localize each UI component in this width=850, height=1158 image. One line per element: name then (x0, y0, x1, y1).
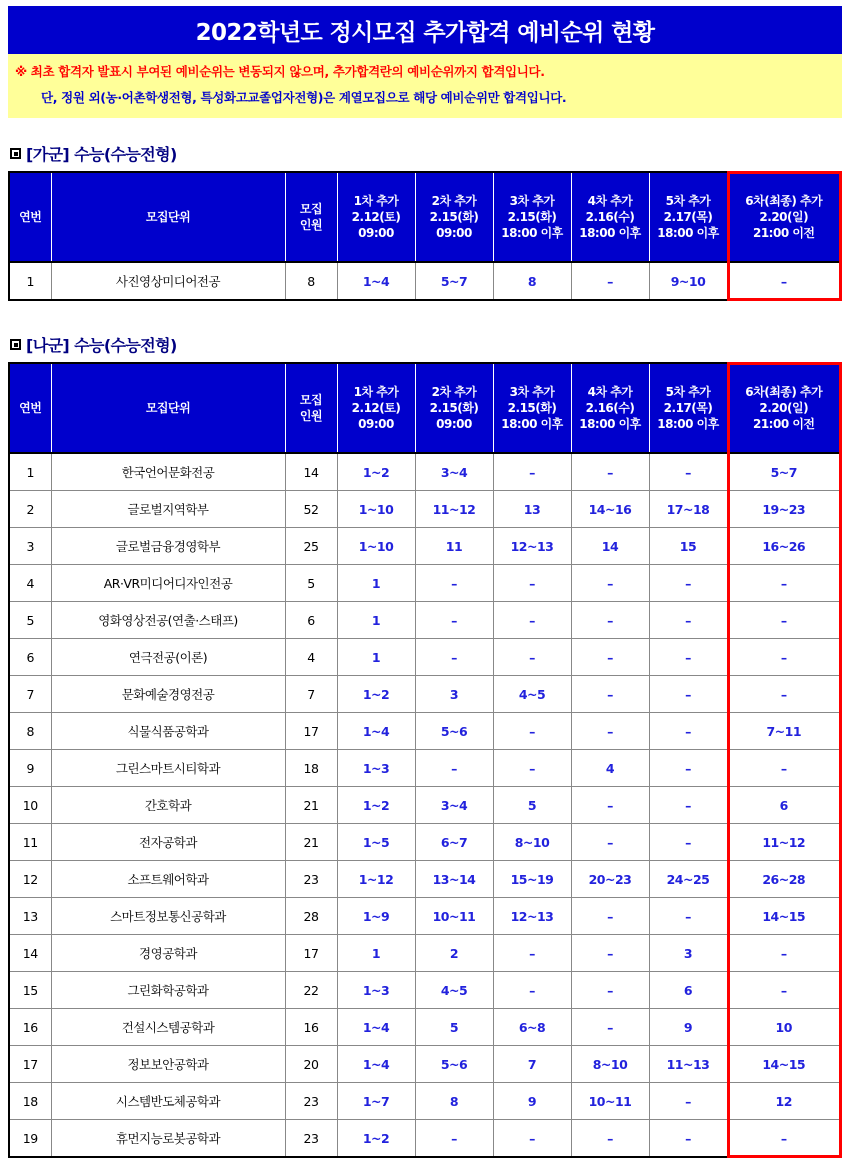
cell-capacity: 6 (285, 602, 337, 639)
cell-round-6-final: 6 (727, 787, 841, 824)
cell-round-2: 5~6 (415, 713, 493, 750)
round5-line-3: 18:00 이후 (657, 226, 719, 240)
cell-no: 2 (9, 491, 51, 528)
cell-round-5: – (649, 602, 727, 639)
cell-unit: 시스템반도체공학과 (51, 1083, 285, 1120)
cell-no: 5 (9, 602, 51, 639)
col-header-no: 연번 (9, 172, 51, 262)
cell-round-6-final: – (727, 750, 841, 787)
cell-capacity: 23 (285, 1120, 337, 1158)
square-bullet-icon (10, 339, 21, 350)
cell-round-1: 1~7 (337, 1083, 415, 1120)
cell-no: 19 (9, 1120, 51, 1158)
cell-capacity: 21 (285, 824, 337, 861)
cell-round-4: – (571, 262, 649, 300)
cell-capacity: 20 (285, 1046, 337, 1083)
round5-line-3: 18:00 이후 (657, 417, 719, 431)
col-header-round-6-final (727, 172, 841, 262)
round3-line-2: 2.15(화) (507, 210, 557, 224)
cell-round-1: 1 (337, 602, 415, 639)
cell-round-1: 1~10 (337, 491, 415, 528)
cell-round-2: 11 (415, 528, 493, 565)
round4-line-3: 18:00 이후 (579, 226, 641, 240)
cell-round-5: – (649, 453, 727, 491)
table-row (9, 713, 841, 750)
cell-round-3: – (493, 1120, 571, 1158)
cell-round-3: – (493, 602, 571, 639)
cell-round-5: – (649, 898, 727, 935)
cell-capacity: 25 (285, 528, 337, 565)
round3-line-3: 18:00 이후 (501, 226, 563, 240)
cell-unit: 한국언어문화전공 (51, 453, 285, 491)
cell-round-1: 1 (337, 935, 415, 972)
cell-round-6-final: – (727, 676, 841, 713)
cell-round-6-final: 11~12 (727, 824, 841, 861)
page-root (0, 6, 850, 1156)
notice-box (8, 54, 842, 118)
cell-round-1: 1 (337, 565, 415, 602)
cell-round-6-final: 26~28 (727, 861, 841, 898)
cell-round-1: 1~3 (337, 750, 415, 787)
cell-no: 10 (9, 787, 51, 824)
cell-round-1: 1 (337, 639, 415, 676)
cell-capacity: 18 (285, 750, 337, 787)
cell-unit: 그린스마트시티학과 (51, 750, 285, 787)
cell-round-3: 12~13 (493, 528, 571, 565)
cell-capacity: 22 (285, 972, 337, 1009)
table-header-row (9, 172, 841, 262)
cell-capacity: 17 (285, 713, 337, 750)
cell-round-5: – (649, 787, 727, 824)
cell-round-4: – (571, 602, 649, 639)
section-title-na: [나군] 수능(수능전형) (26, 336, 177, 355)
cell-capacity: 16 (285, 1009, 337, 1046)
cell-round-5: 24~25 (649, 861, 727, 898)
round4-line-1: 4차 추가 (587, 385, 633, 399)
cell-round-5: 6 (649, 972, 727, 1009)
col-header-round-6-final (727, 363, 841, 453)
cell-round-4: – (571, 824, 649, 861)
table-row (9, 750, 841, 787)
round6-line-1: 6차(최종) 추가 (745, 385, 823, 399)
cell-round-1: 1~10 (337, 528, 415, 565)
cell-round-6-final: 16~26 (727, 528, 841, 565)
cell-round-3: 13 (493, 491, 571, 528)
cell-round-4: 20~23 (571, 861, 649, 898)
cell-round-4: 14 (571, 528, 649, 565)
cell-round-5: – (649, 565, 727, 602)
round3-line-2: 2.15(화) (507, 401, 557, 415)
cell-round-2: – (415, 1120, 493, 1158)
cell-round-2: 3~4 (415, 787, 493, 824)
cell-round-6-final: – (727, 1120, 841, 1158)
table-row (9, 602, 841, 639)
cell-round-2: 10~11 (415, 898, 493, 935)
cell-round-5: – (649, 1120, 727, 1158)
admissions-table-na (8, 362, 842, 1158)
cell-round-3: 4~5 (493, 676, 571, 713)
cell-round-4: – (571, 1009, 649, 1046)
cell-round-1: 1~2 (337, 453, 415, 491)
round2-line-3: 09:00 (436, 417, 472, 431)
round6-line-2: 2.20(일) (759, 401, 809, 415)
round3-line-1: 3차 추가 (509, 385, 555, 399)
round5-line-1: 5차 추가 (665, 194, 711, 208)
cell-no: 3 (9, 528, 51, 565)
round2-line-1: 2차 추가 (431, 194, 477, 208)
cell-round-1: 1~2 (337, 676, 415, 713)
cell-round-4: – (571, 972, 649, 1009)
col-header-round-2 (415, 363, 493, 453)
round2-line-2: 2.15(화) (429, 210, 479, 224)
cell-no: 14 (9, 935, 51, 972)
cell-round-1: 1~9 (337, 898, 415, 935)
admissions-table-ga (8, 171, 842, 301)
cell-round-5: 11~13 (649, 1046, 727, 1083)
cell-round-4: – (571, 453, 649, 491)
cell-unit: 경영공학과 (51, 935, 285, 972)
cell-round-6-final: – (727, 972, 841, 1009)
cell-no: 9 (9, 750, 51, 787)
col-header-round-2 (415, 172, 493, 262)
col-header-round-3 (493, 172, 571, 262)
table-row (9, 861, 841, 898)
cell-unit: 식물식품공학과 (51, 713, 285, 750)
col-header-round-1 (337, 172, 415, 262)
cell-round-3: 6~8 (493, 1009, 571, 1046)
round1-line-1: 1차 추가 (353, 385, 399, 399)
table-row (9, 972, 841, 1009)
table-row (9, 935, 841, 972)
cell-capacity: 23 (285, 861, 337, 898)
cell-unit: 글로벌금융경영학부 (51, 528, 285, 565)
cell-capacity: 21 (285, 787, 337, 824)
cell-round-2: 3 (415, 676, 493, 713)
square-bullet-icon (10, 148, 21, 159)
cell-round-3: 8 (493, 262, 571, 300)
cell-unit: 그린화학공학과 (51, 972, 285, 1009)
cell-no: 15 (9, 972, 51, 1009)
cell-round-4: 8~10 (571, 1046, 649, 1083)
cell-round-2: – (415, 602, 493, 639)
cell-round-5: – (649, 1083, 727, 1120)
cell-round-6-final: – (727, 639, 841, 676)
round1-line-2: 2.12(토) (351, 401, 401, 415)
cell-round-6-final: 12 (727, 1083, 841, 1120)
cell-no: 1 (9, 262, 51, 300)
cell-round-3: 15~19 (493, 861, 571, 898)
col-header-unit: 모집단위 (51, 172, 285, 262)
table-wrapper-na (8, 362, 842, 1158)
cell-no: 17 (9, 1046, 51, 1083)
cell-round-3: – (493, 972, 571, 1009)
col-header-round-1 (337, 363, 415, 453)
cell-round-6-final: 5~7 (727, 453, 841, 491)
table-row (9, 528, 841, 565)
cell-round-3: 12~13 (493, 898, 571, 935)
col-header-capacity (285, 172, 337, 262)
cell-no: 16 (9, 1009, 51, 1046)
cell-round-6-final: 10 (727, 1009, 841, 1046)
cell-round-3: 8~10 (493, 824, 571, 861)
cell-round-1: 1~4 (337, 262, 415, 300)
cell-round-2: 11~12 (415, 491, 493, 528)
cell-round-1: 1~4 (337, 1009, 415, 1046)
round1-line-2: 2.12(토) (351, 210, 401, 224)
cell-round-3: – (493, 750, 571, 787)
cell-round-5: – (649, 824, 727, 861)
cell-unit: 휴먼지능로봇공학과 (51, 1120, 285, 1158)
cell-round-4: – (571, 713, 649, 750)
table-body-na (9, 453, 841, 1157)
table-row (9, 1083, 841, 1120)
section-heading-na (10, 333, 842, 356)
cell-capacity: 52 (285, 491, 337, 528)
notice-line-2: 단, 정원 외(농·어촌학생전형, 특성화고교졸업자전형)은 계열모집으로 해당 예비순위만 합격입니다. (41, 90, 567, 105)
cell-round-6-final: 7~11 (727, 713, 841, 750)
cell-round-3: 7 (493, 1046, 571, 1083)
cell-no: 8 (9, 713, 51, 750)
cell-no: 4 (9, 565, 51, 602)
table-wrapper-ga (8, 171, 842, 301)
cell-round-1: 1~12 (337, 861, 415, 898)
cell-unit: AR·VR미디어디자인전공 (51, 565, 285, 602)
round3-line-1: 3차 추가 (509, 194, 555, 208)
cell-round-5: – (649, 750, 727, 787)
cell-capacity: 14 (285, 453, 337, 491)
round5-line-1: 5차 추가 (665, 385, 711, 399)
cell-round-5: 17~18 (649, 491, 727, 528)
round1-line-3: 09:00 (358, 417, 394, 431)
cell-round-4: – (571, 565, 649, 602)
round6-line-1: 6차(최종) 추가 (745, 194, 823, 208)
cell-round-3: – (493, 565, 571, 602)
round5-line-2: 2.17(목) (663, 401, 713, 415)
cell-round-4: – (571, 1120, 649, 1158)
table-row (9, 639, 841, 676)
col-header-round-4 (571, 172, 649, 262)
cell-round-3: – (493, 453, 571, 491)
page-title: 2022학년도 정시모집 추가합격 예비순위 현황 (8, 6, 842, 54)
cell-capacity: 28 (285, 898, 337, 935)
table-row (9, 898, 841, 935)
table-row (9, 1120, 841, 1158)
table-row (9, 1009, 841, 1046)
col-header-round-4 (571, 363, 649, 453)
round4-line-2: 2.16(수) (585, 401, 635, 415)
round6-line-2: 2.20(일) (759, 210, 809, 224)
capacity-line-2: 인원 (299, 218, 323, 232)
cell-no: 7 (9, 676, 51, 713)
cell-round-2: – (415, 750, 493, 787)
table-row (9, 787, 841, 824)
cell-round-6-final: 14~15 (727, 898, 841, 935)
col-header-no: 연번 (9, 363, 51, 453)
cell-round-1: 1~2 (337, 787, 415, 824)
round1-line-1: 1차 추가 (353, 194, 399, 208)
cell-round-2: 5~6 (415, 1046, 493, 1083)
cell-unit: 정보보안공학과 (51, 1046, 285, 1083)
cell-no: 12 (9, 861, 51, 898)
round3-line-3: 18:00 이후 (501, 417, 563, 431)
col-header-round-5 (649, 363, 727, 453)
cell-round-5: – (649, 676, 727, 713)
cell-round-1: 1~3 (337, 972, 415, 1009)
cell-capacity: 4 (285, 639, 337, 676)
cell-round-4: – (571, 935, 649, 972)
round2-line-1: 2차 추가 (431, 385, 477, 399)
round2-line-2: 2.15(화) (429, 401, 479, 415)
table-row (9, 824, 841, 861)
cell-no: 6 (9, 639, 51, 676)
round1-line-3: 09:00 (358, 226, 394, 240)
cell-unit: 소프트웨어학과 (51, 861, 285, 898)
section-title-ga: [가군] 수능(수능전형) (26, 145, 177, 164)
cell-round-4: 14~16 (571, 491, 649, 528)
cell-unit: 연극전공(이론) (51, 639, 285, 676)
cell-round-1: 1~4 (337, 713, 415, 750)
cell-round-4: 10~11 (571, 1083, 649, 1120)
table-row (9, 1046, 841, 1083)
cell-unit: 전자공학과 (51, 824, 285, 861)
cell-round-6-final: – (727, 262, 841, 300)
cell-capacity: 8 (285, 262, 337, 300)
cell-round-2: 13~14 (415, 861, 493, 898)
cell-round-3: – (493, 935, 571, 972)
cell-capacity: 5 (285, 565, 337, 602)
cell-round-4: – (571, 639, 649, 676)
round6-line-3: 21:00 이전 (752, 226, 815, 240)
cell-round-5: 15 (649, 528, 727, 565)
cell-round-1: 1~4 (337, 1046, 415, 1083)
round4-line-3: 18:00 이후 (579, 417, 641, 431)
cell-capacity: 23 (285, 1083, 337, 1120)
cell-round-5: – (649, 639, 727, 676)
cell-round-2: 8 (415, 1083, 493, 1120)
cell-round-5: 9 (649, 1009, 727, 1046)
cell-round-4: – (571, 787, 649, 824)
cell-round-4: – (571, 898, 649, 935)
col-header-round-3 (493, 363, 571, 453)
cell-round-2: 4~5 (415, 972, 493, 1009)
cell-round-5: 9~10 (649, 262, 727, 300)
cell-round-1: 1~5 (337, 824, 415, 861)
round5-line-2: 2.17(목) (663, 210, 713, 224)
cell-round-1: 1~2 (337, 1120, 415, 1158)
cell-round-6-final: – (727, 602, 841, 639)
cell-round-2: 3~4 (415, 453, 493, 491)
capacity-line-1: 모집 (299, 393, 323, 407)
table-row (9, 491, 841, 528)
cell-capacity: 17 (285, 935, 337, 972)
table-row (9, 453, 841, 491)
cell-round-2: 6~7 (415, 824, 493, 861)
capacity-line-1: 모집 (299, 202, 323, 216)
cell-round-3: – (493, 713, 571, 750)
cell-round-4: – (571, 676, 649, 713)
cell-round-3: 5 (493, 787, 571, 824)
cell-capacity: 7 (285, 676, 337, 713)
round4-line-2: 2.16(수) (585, 210, 635, 224)
round6-line-3: 21:00 이전 (752, 417, 815, 431)
cell-unit: 영화영상전공(연출·스태프) (51, 602, 285, 639)
cell-round-2: 5 (415, 1009, 493, 1046)
cell-round-2: – (415, 639, 493, 676)
notice-line-1: ※ 최초 합격자 발표시 부여된 예비순위는 변동되지 않으며, 추가합격란의 예비순위까지 합격입니다. (15, 64, 545, 79)
cell-round-3: – (493, 639, 571, 676)
cell-no: 18 (9, 1083, 51, 1120)
table-row (9, 565, 841, 602)
cell-unit: 사진영상미디어전공 (51, 262, 285, 300)
section-heading-ga (10, 142, 842, 165)
cell-round-2: – (415, 565, 493, 602)
cell-round-2: 5~7 (415, 262, 493, 300)
round2-line-3: 09:00 (436, 226, 472, 240)
col-header-round-5 (649, 172, 727, 262)
cell-round-5: 3 (649, 935, 727, 972)
cell-round-6-final: – (727, 935, 841, 972)
cell-no: 13 (9, 898, 51, 935)
capacity-line-2: 인원 (299, 409, 323, 423)
table-row (9, 262, 841, 300)
table-header-row (9, 363, 841, 453)
cell-unit: 글로벌지역학부 (51, 491, 285, 528)
cell-round-6-final: 19~23 (727, 491, 841, 528)
col-header-unit: 모집단위 (51, 363, 285, 453)
cell-unit: 문화예술경영전공 (51, 676, 285, 713)
cell-round-3: 9 (493, 1083, 571, 1120)
table-row (9, 676, 841, 713)
cell-no: 1 (9, 453, 51, 491)
round4-line-1: 4차 추가 (587, 194, 633, 208)
cell-unit: 스마트정보통신공학과 (51, 898, 285, 935)
cell-round-2: 2 (415, 935, 493, 972)
col-header-capacity (285, 363, 337, 453)
cell-round-6-final: – (727, 565, 841, 602)
cell-unit: 간호학과 (51, 787, 285, 824)
cell-round-4: 4 (571, 750, 649, 787)
cell-round-6-final: 14~15 (727, 1046, 841, 1083)
cell-round-5: – (649, 713, 727, 750)
table-body-ga (9, 262, 841, 300)
cell-no: 11 (9, 824, 51, 861)
cell-unit: 건설시스템공학과 (51, 1009, 285, 1046)
